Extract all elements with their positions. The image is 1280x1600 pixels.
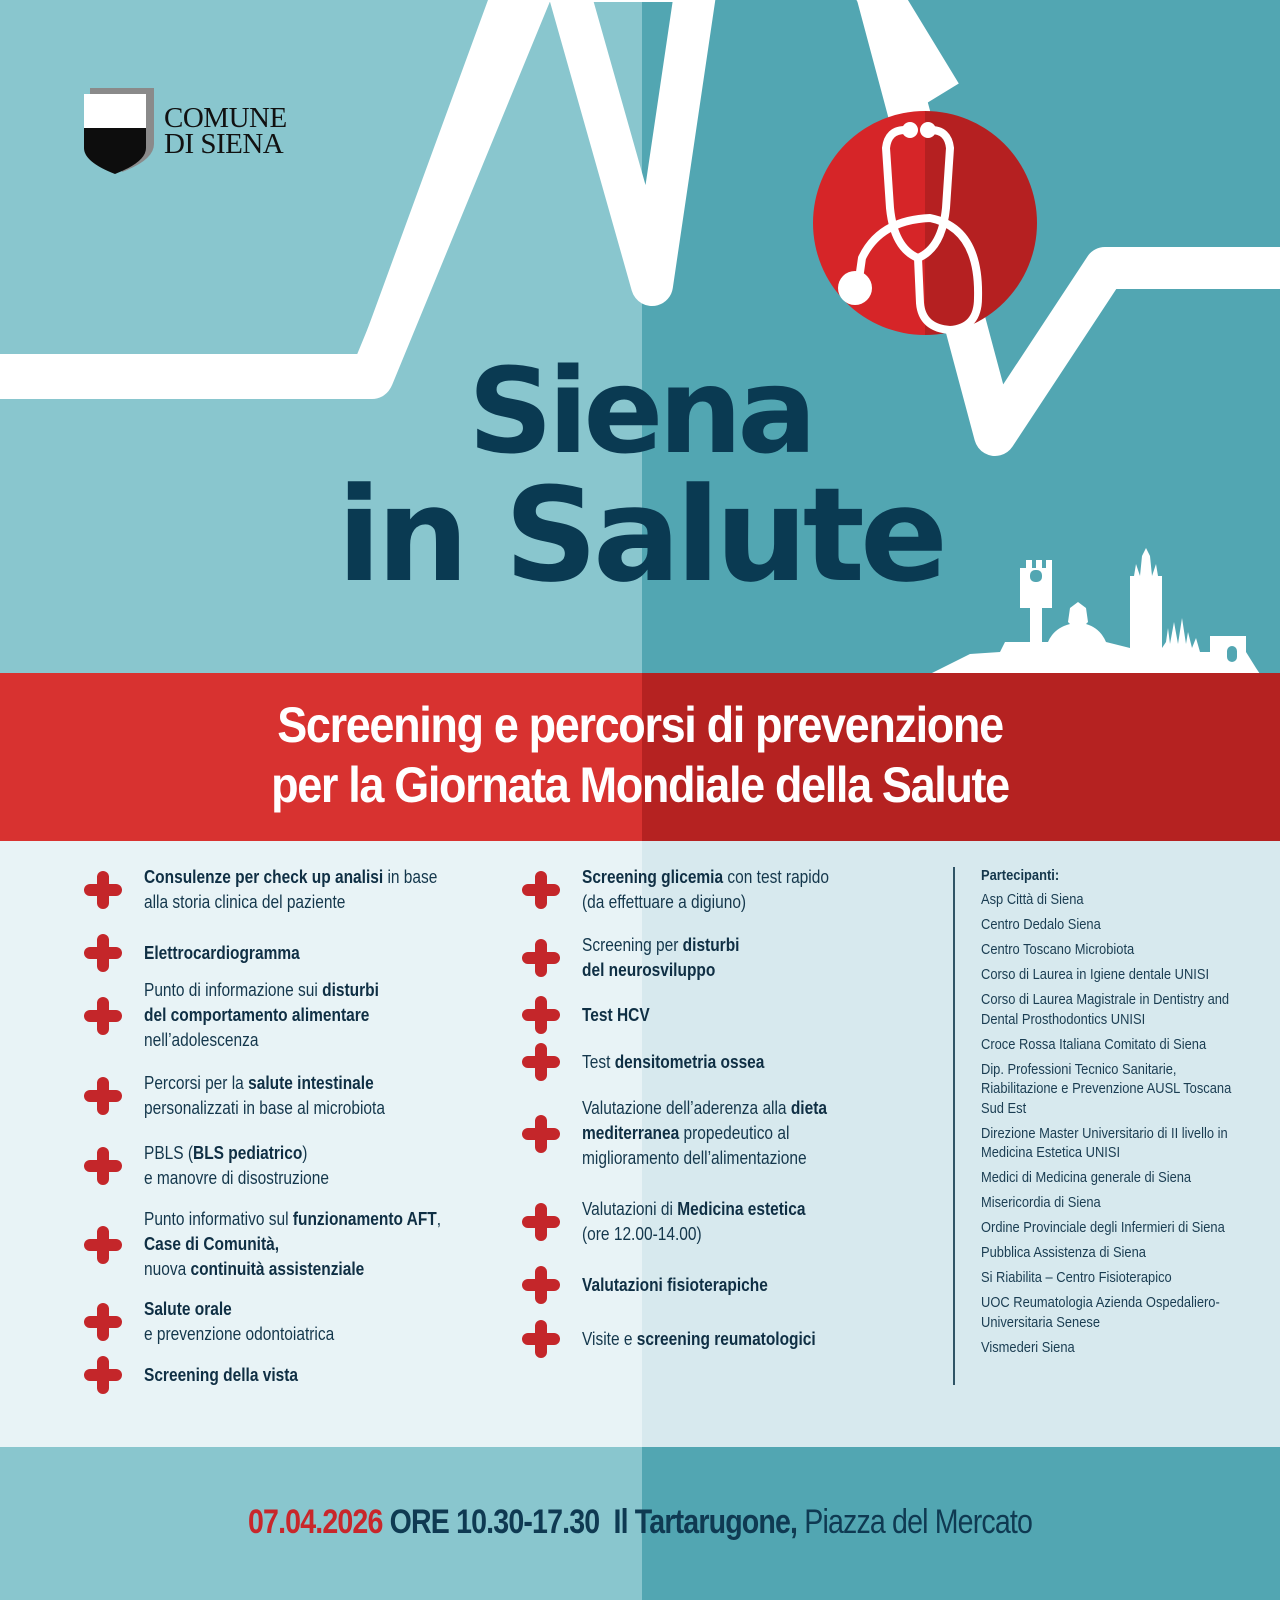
service-text: Test HCV (582, 1004, 650, 1025)
medical-cross-icon (522, 939, 560, 977)
medical-cross-icon (84, 1077, 122, 1115)
medical-cross-icon (84, 1356, 122, 1394)
logo-text (164, 102, 287, 160)
participant-item: Dip. Professioni Tecnico Sanitarie, Riabilitazione e Prevenzione AUSL Toscana Sud Est (981, 1060, 1232, 1117)
participant-item: Direzione Master Universitario di II livello in Medicina Estetica UNISI (981, 1124, 1228, 1161)
service-item (84, 1207, 489, 1282)
siena-skyline-icon (930, 548, 1260, 674)
stethoscope-icon (810, 108, 1040, 338)
service-item (522, 996, 661, 1034)
services-section (0, 841, 1280, 1447)
participant-item: Si Riabilita – Centro Fisioterapico (981, 1269, 1172, 1286)
service-text: Valutazione dell’aderenza alla dieta mediterranea propedeutico al miglioramento dell’alimentazione (582, 1098, 827, 1168)
banner-line2: per la Giornata Mondiale della Salute (271, 757, 1009, 813)
medical-cross-icon (84, 1303, 122, 1341)
medical-cross-icon (522, 1203, 560, 1241)
service-text: Screening per disturbi del neurosviluppo (582, 935, 740, 980)
event-date: 07.04.2026 (247, 1503, 383, 1541)
service-text: Screening della vista (144, 1364, 299, 1385)
participant-item: Croce Rossa Italiana Comitato di Siena (981, 1035, 1207, 1053)
service-item (84, 865, 485, 915)
subtitle-banner (0, 673, 1280, 841)
service-item (84, 1141, 359, 1191)
medical-cross-icon (522, 1043, 560, 1081)
service-item (84, 1356, 323, 1394)
participant-item: Ordine Provinciale degli Infermieri di Siena (981, 1219, 1225, 1236)
service-text: Valutazioni di Medicina estetica (ore 12.00-14.00) (582, 1199, 806, 1244)
title-line2: in Salute (336, 459, 944, 611)
service-text: Percorsi per la salute intestinale personalizzati in base al microbiota (144, 1073, 385, 1118)
participants-heading: Partecipanti: (981, 867, 1060, 884)
siena-coat-of-arms-icon (84, 88, 154, 174)
participant-item: Corso di Laurea in Igiene dentale UNISI (981, 966, 1210, 983)
service-item (522, 1266, 798, 1304)
service-text: Punto di informazione sui disturbi del comportamento alimentare nell’adolescenza (144, 980, 379, 1050)
service-text: Valutazioni fisioterapiche (582, 1274, 768, 1295)
medical-cross-icon (84, 871, 122, 909)
service-item (84, 978, 417, 1053)
medical-cross-icon (84, 1147, 122, 1185)
service-item (84, 1297, 365, 1347)
medical-cross-icon (84, 997, 122, 1035)
event-time: ORE 10.30-17.30 (389, 1503, 600, 1541)
participant-item: Pubblica Assistenza di Siena (981, 1244, 1146, 1261)
event-place: Piazza del Mercato (804, 1503, 1033, 1541)
service-item (522, 1320, 854, 1358)
title-line1: Siena (467, 342, 813, 480)
service-item (522, 1096, 867, 1171)
medical-cross-icon (522, 1320, 560, 1358)
medical-cross-icon (84, 934, 122, 972)
service-item (84, 934, 325, 972)
participants-list (953, 867, 1243, 1385)
participant-item: UOC Reumatologia Azienda Ospedaliero-Universitaria Senese (981, 1294, 1220, 1331)
service-text: Punto informativo sul funzionamento AFT, Case di Comunità, nuova continuità assistenziale (144, 1209, 442, 1279)
service-text: Screening glicemia con test rapido (da effettuare a digiuno) (582, 867, 829, 912)
medical-cross-icon (522, 1266, 560, 1304)
participant-item: Vismederi Siena (981, 1338, 1075, 1356)
event-details (102, 1500, 1177, 1544)
service-item (522, 1043, 794, 1081)
service-item (522, 933, 765, 983)
participant-item: Misericordia di Siena (981, 1194, 1101, 1211)
service-item (522, 1197, 842, 1247)
participant-item: Medici di Medicina generale di Siena (981, 1169, 1192, 1186)
service-text: Test densitometria ossea (582, 1051, 765, 1072)
service-item (84, 1071, 424, 1121)
medical-cross-icon (522, 871, 560, 909)
banner-line1: Screening e percorsi di prevenzione (277, 697, 1003, 753)
service-text: PBLS (BLS pediatrico) e manovre di disostruzione (144, 1143, 330, 1188)
participant-item: Centro Dedalo Siena (981, 916, 1101, 933)
event-venue: Il Tartarugone, (613, 1503, 798, 1541)
participant-item: Asp Città di Siena (981, 891, 1084, 908)
service-text: Visite e screening reumatologici (582, 1328, 816, 1349)
service-item (522, 865, 869, 915)
banner-text (64, 695, 1216, 815)
service-text: Consulenze per check up analisi in base alla storia clinica del paziente (144, 867, 438, 912)
medical-cross-icon (522, 996, 560, 1034)
participant-item: Centro Toscano Microbiota (981, 941, 1135, 958)
logo-line2: DI SIENA (164, 128, 284, 160)
service-text: Elettrocardiogramma (144, 942, 300, 963)
comune-di-siena-logo (84, 88, 287, 174)
medical-cross-icon (522, 1115, 560, 1153)
medical-cross-icon (84, 1226, 122, 1264)
logo-line1: COMUNE (164, 102, 287, 134)
participant-item: Corso di Laurea Magistrale in Dentistry and Dental Prosthodontics UNISI (981, 991, 1230, 1028)
service-text: Salute orale e prevenzione odontoiatrica (144, 1299, 335, 1344)
